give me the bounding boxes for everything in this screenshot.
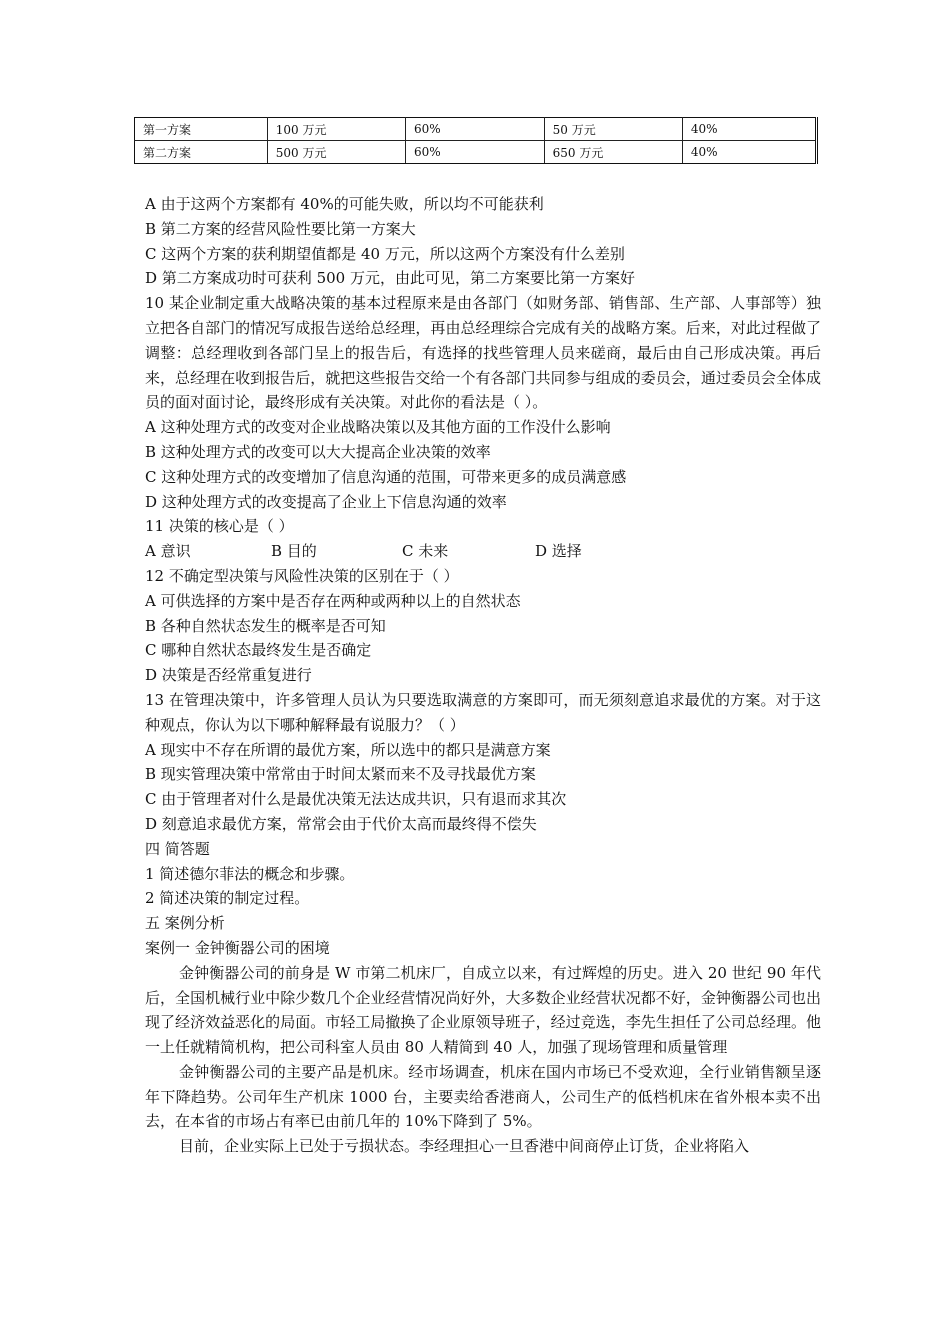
q13-option-c: C 由于管理者对什么是最优决策无法达成共识，只有退而求其次 [145, 790, 567, 809]
case-paragraph-2: 金钟衡器公司的主要产品是机床。经市场调查，机床在国内市场已不受欢迎，全行业销售额呈逐年下降趋势。公司年生产机床 1000 台，主要卖给香港商人，公司生产的低档机床在省外根本卖不出去，在本省的市场占有率已由前几年的 10%下降到了 5%。 [145, 1062, 821, 1131]
case-title: 案例一 金钟衡器公司的困境 [145, 938, 330, 957]
case-paragraph-3: 目前，企业实际上已处于亏损状态。李经理担心一旦香港中间商停止订货，企业将陷入 [179, 1137, 750, 1156]
q10-option-b: B 这种处理方式的改变可以大大提高企业决策的效率 [145, 442, 491, 461]
plan-table-row [135, 141, 817, 164]
plan-table-cell: 50 万元 [544, 118, 682, 141]
q11-option-b: B 目的 [271, 542, 317, 561]
case-paragraph-1: 金钟衡器公司的前身是 W 市第二机床厂，自成立以来，有过辉煌的历史。进入 20 世纪 90 年代后，全国机械行业中除少数几个企业经营情况尚好外，大多数企业经营状况都不好，金钟衡器公司也出现了经济效益恶化的局面。市轻工局撤换了企业原领导班子，经过竞选，李先生担任了公司总经理。他一上任就精简机构，把公司科室人员由 80 人精简到 40 人，加强了现场管理和质量管理 [145, 963, 821, 1057]
plan-table-body [135, 118, 817, 164]
plan-table-cell: 60% [406, 118, 545, 141]
q10-stem: 10 某企业制定重大战略决策的基本过程原来是由各部门（如财务部、销售部、生产部、人事部等）独立把各自部门的情况写成报告送给总经理，再由总经理综合完成有关的战略方案。后来，对此过程做了调整：总经理收到各部门呈上的报告后，有选择的找些管理人员来磋商，最后由自己形成决策。再后来，总经理在收到报告后，就把这些报告交给一个有各部门共同参与组成的委员会，通过委员会全体成员的面对面讨论，最终形成有关决策。对此你的看法是（ ）。 [145, 294, 821, 412]
q10-option-a: A 这种处理方式的改变对企业战略决策以及其他方面的工作没什么影响 [145, 418, 611, 437]
q11-option-a: A 意识 [145, 542, 191, 561]
q10-option-d: D 这种处理方式的改变提高了企业上下信息沟通的效率 [145, 492, 507, 511]
plan-table-cell: 650 万元 [544, 141, 682, 164]
section4-item-1: 1 简述德尔菲法的概念和步骤。 [145, 864, 355, 883]
plan-table-cell: 40% [682, 141, 816, 164]
plan-table-cell: 40% [682, 118, 816, 141]
q10-option-c: C 这种处理方式的改变增加了信息沟通的范围，可带来更多的成员满意感 [145, 467, 627, 486]
q12-option-d: D 决策是否经常重复进行 [145, 666, 312, 685]
q13-option-a: A 现实中不存在所谓的最优方案，所以选中的都只是满意方案 [145, 740, 551, 759]
q13-stem: 13 在管理决策中，许多管理人员认为只要选取满意的方案即可，而无须刻意追求最优的方案。对于这种观点，你认为以下哪种解释最有说服力？（ ） [145, 690, 821, 734]
q9-option-a: A 由于这两个方案都有 40%的可能失败，所以均不可能获利 [145, 195, 544, 213]
q11-stem: 11 决策的核心是（ ） [145, 517, 294, 536]
q9-option-c: C 这两个方案的获利期望值都是 40 万元，所以这两个方案没有什么差别 [145, 244, 625, 263]
plan-table [134, 117, 818, 164]
q11-option-d: D 选择 [535, 542, 582, 561]
q13-option-b: B 现实管理决策中常常由于时间太紧而来不及寻找最优方案 [145, 765, 536, 784]
plan-table-cell: 100 万元 [267, 118, 405, 141]
q12-option-b: B 各种自然状态发生的概率是否可知 [145, 616, 386, 635]
section4-heading: 四 简答题 [145, 839, 210, 858]
q13-option-d: D 刻意追求最优方案，常常会由于代价太高而最终得不偿失 [145, 814, 537, 833]
plan-table-cell: 500 万元 [267, 141, 405, 164]
q9-option-b: B 第二方案的经营风险性要比第一方案大 [145, 219, 416, 238]
plan-table-cell: 60% [406, 141, 545, 164]
q12-option-a: A 可供选择的方案中是否存在两种或两种以上的自然状态 [145, 591, 521, 610]
q12-stem: 12 不确定型决策与风险性决策的区别在于（ ） [145, 566, 459, 585]
plan-table-cell: 第一方案 [135, 118, 268, 141]
section4-item-2: 2 简述决策的制定过程。 [145, 889, 310, 908]
q9-option-d: D 第二方案成功时可获利 500 万元，由此可见，第二方案要比第一方案好 [145, 269, 635, 288]
document-content [145, 192, 821, 1159]
q12-option-c: C 哪种自然状态最终发生是否确定 [145, 641, 372, 660]
plan-table-row [135, 118, 817, 141]
q11-option-c: C 未来 [402, 542, 449, 561]
plan-table-cell: 第二方案 [135, 141, 268, 164]
section5-heading: 五 案例分析 [145, 914, 225, 933]
q11-options [145, 539, 821, 564]
